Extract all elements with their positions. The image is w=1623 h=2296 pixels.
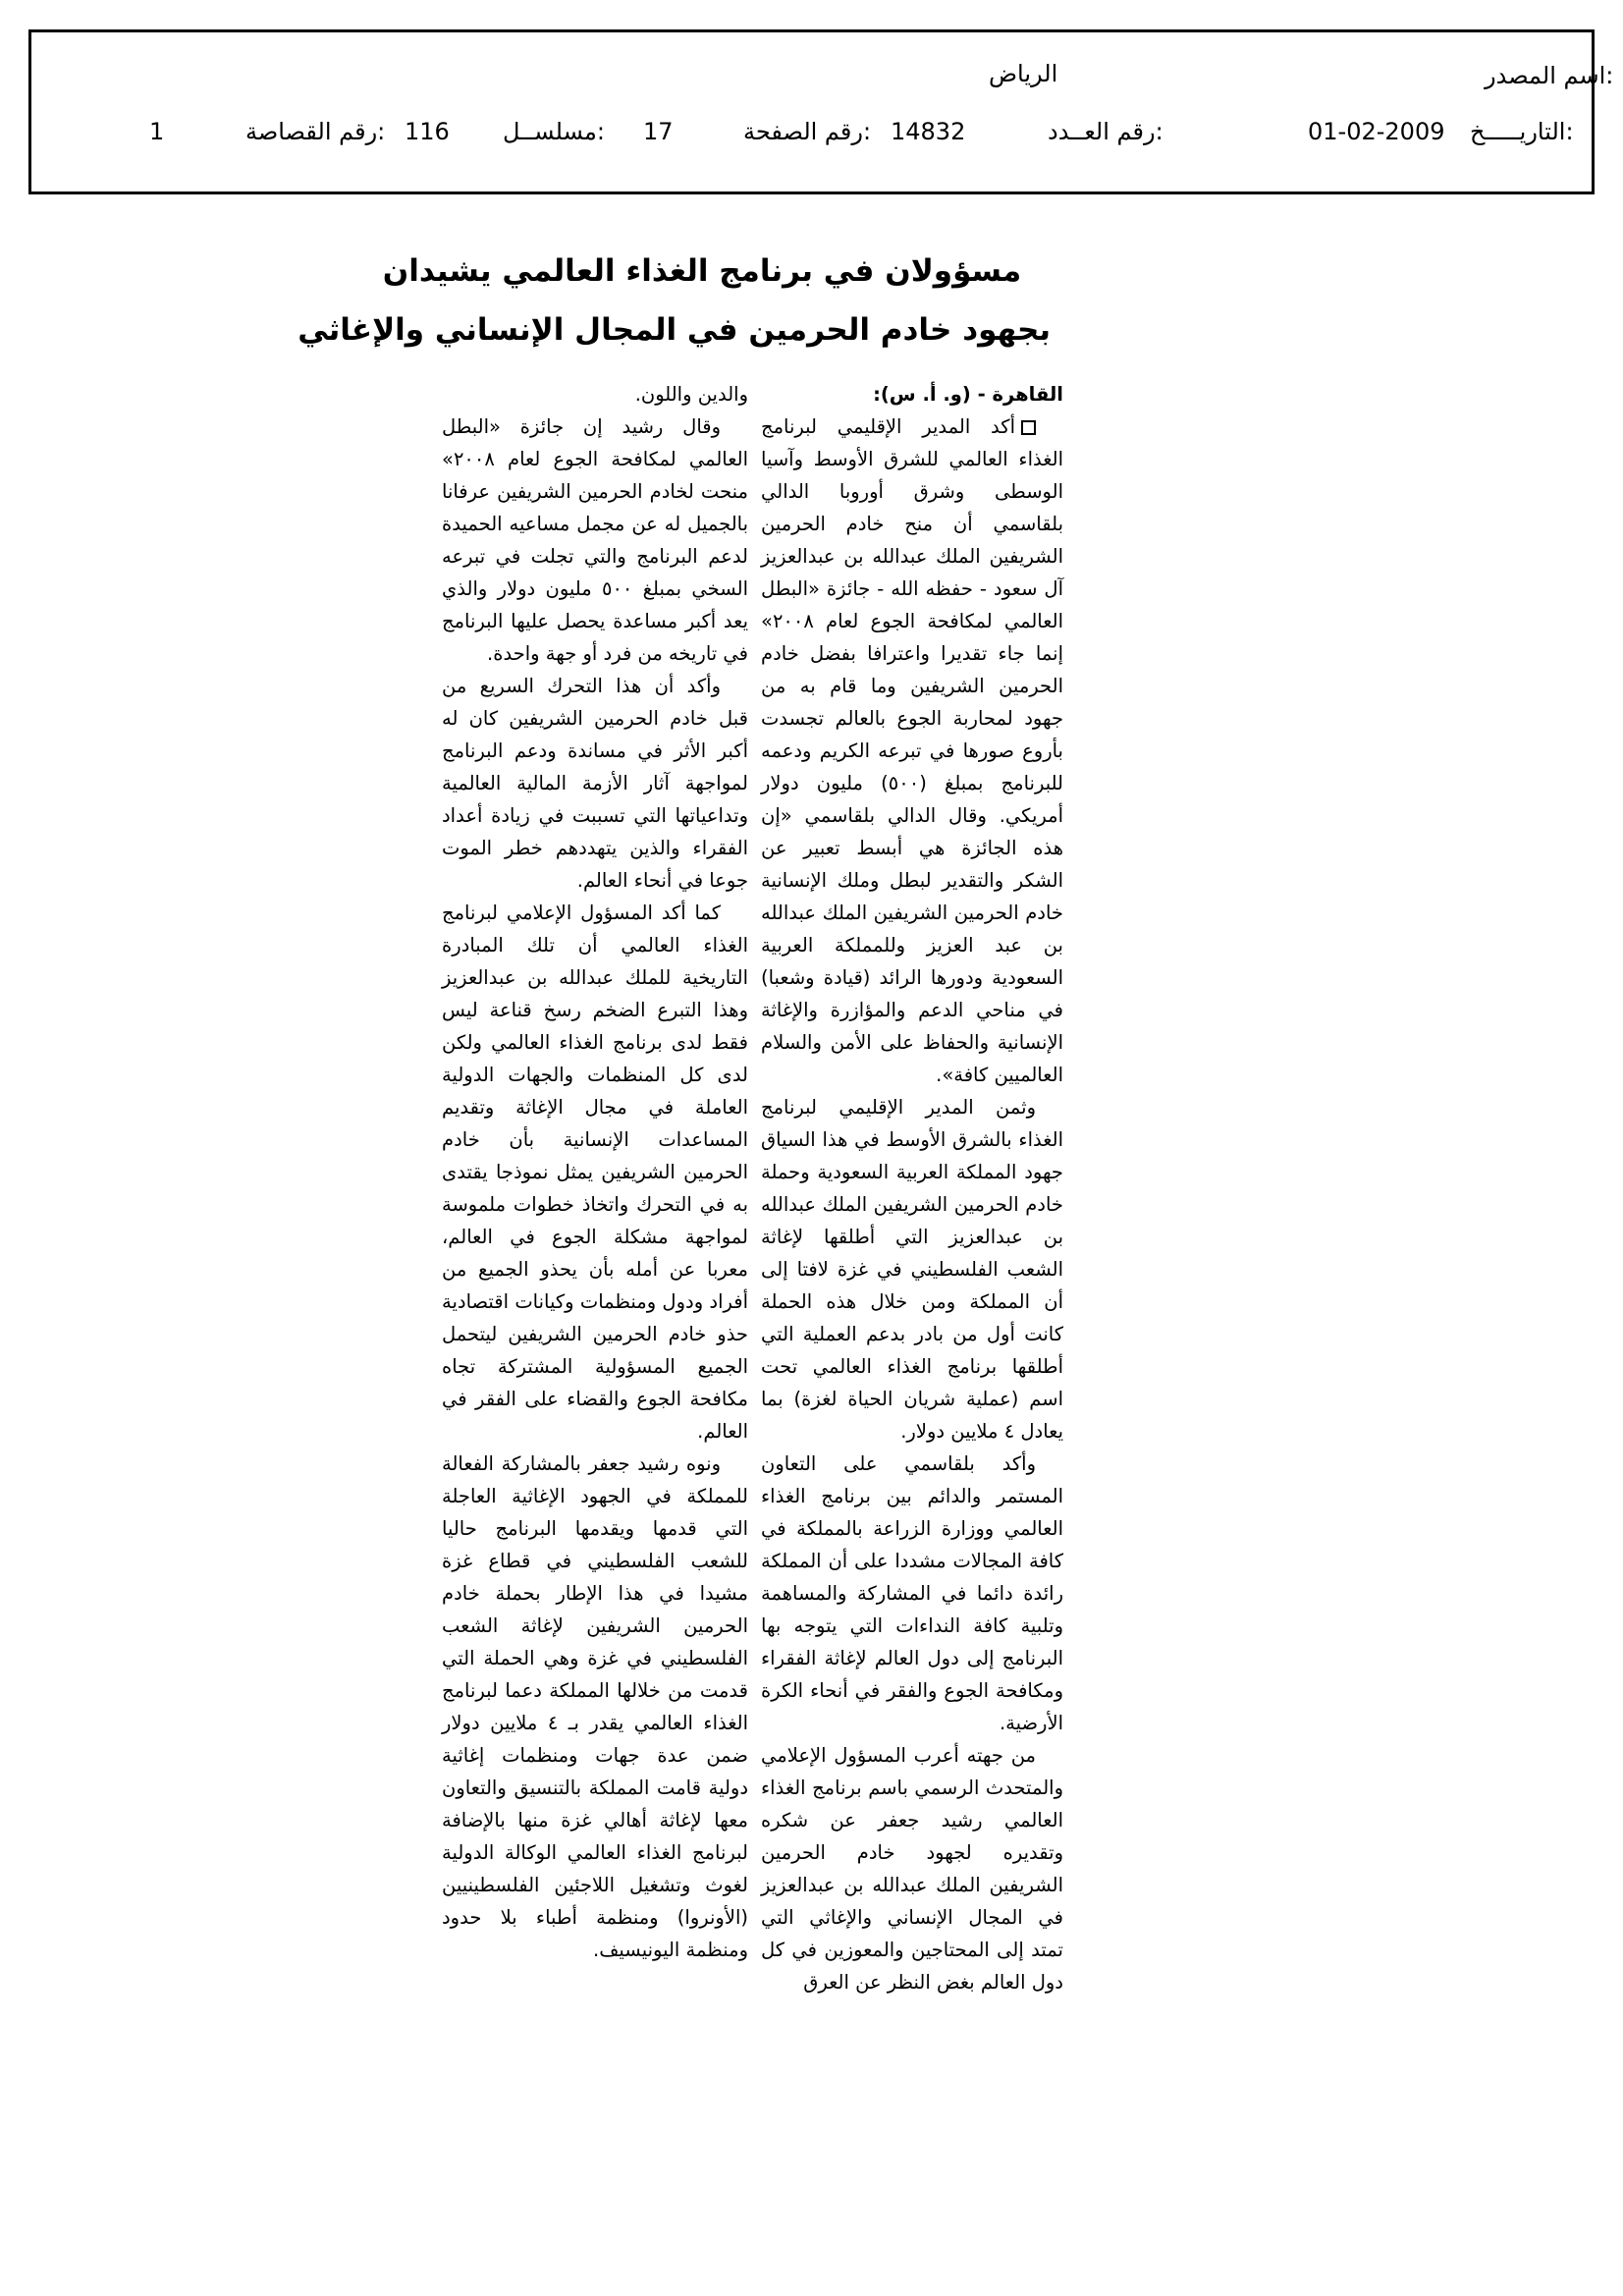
serial-value: 116 [405, 118, 450, 145]
paragraph: من جهته أعرب المسؤول الإعلامي والمتحدث الرسمي باسم برنامج الغذاء العالمي رشيد جعفر عن شكره وتقديره لجهود خادم الحرمين الشريفين الملك عبدالله بن عبدالعزيز في المجال الإنساني والإغاثي التي تمتد إلى المحتاجين والمعوزين في كل دول العالم بغض النظر عن العرق [761, 1744, 1063, 1994]
clipping-header-box [28, 29, 1614, 194]
issue-value: 14832 [891, 118, 966, 145]
source-value: الرياض [989, 60, 1058, 87]
paragraph: كما أكد المسؤول الإعلامي لبرنامج الغذاء العالمي أن تلك المبادرة التاريخية للملك عبدالله بن عبدالعزيز وهذا التبرع الضخم رسخ قناعة ليس فقط لدى برنامج الغذاء العالمي ولكن لدى كل المنظمات والجهات الدولية العاملة في مجال الإغاثة وتقديم المساعدات الإنسانية بأن خادم الحرمين الشريفين يمثل نموذجا يقتدى به في التحرك واتخاذ خطوات ملموسة لمواجهة مشكلة الجوع في العالم، معربا عن أمله بأن يحذو الجميع من أفراد ودول ومنظمات وكيانات اقتصادية حذو خادم الحرمين الشريفين ليتحمل الجميع المسؤولية المشتركة تجاه مكافحة الجوع والقضاء على الفقر في العالم. [442, 902, 748, 1443]
paragraph: ونوه رشيد جعفر بالمشاركة الفعالة للمملكة في الجهود الإغاثية العاجلة التي قدمها ويقدمها البرنامج حاليا للشعب الفلسطيني في قطاع غزة مشيدا في هذا الإطار بحملة خادم الحرمين الشريفين لإغاثة الشعب الفلسطيني في غزة وهي الحملة التي قدمت من خلالها المملكة دعما لبرنامج الغذاء العالمي يقدر بـ ٤ ملايين دولار ضمن عدة جهات ومنظمات إغاثية دولية قامت المملكة بالتنسيق والتعاون معها لإغاثة أهالي غزة منها بالإضافة لبرنامج الغذاء العالمي الوكالة الدولية لغوث وتشغيل اللاجئين الفلسطينيين (الأونروا) ومنظمة أطباء بلا حدود ومنظمة اليونيسيف. [442, 1452, 748, 1961]
headline-line-1: مسؤولان في برنامج الغذاء العالمي يشيدان [382, 253, 1022, 289]
dateline: القاهرة - (و. أ. س): [873, 383, 1063, 406]
article-column-right [761, 378, 1063, 1998]
paragraph: والدين واللون. [634, 383, 748, 406]
clipping-label: رقم القصاصة: [245, 118, 386, 145]
article-column-left [442, 378, 748, 1966]
paragraph: أكد المدير الإقليمي لبرنامج الغذاء العالمي للشرق الأوسط وآسيا الوسطى وشرق أوروبا الدالي بلقاسمي أن منح خادم الحرمين الشريفين الملك عبدالله بن عبدالعزيز آل سعود - حفظه الله - جائزة «البطل العالمي لمكافحة الجوع لعام ٢٠٠٨» إنما جاء تقديرا واعترافا بفضل خادم الحرمين الشريفين وما قام به من جهود لمحاربة الجوع بالعالم تجسدت بأروع صورها في تبرعه الكريم ودعمه للبرنامج بمبلغ (٥٠٠) مليون دولار أمريكي. وقال الدالي بلقاسمي «إن هذه الجائزة هي أبسط تعبير عن الشكر والتقدير لبطل وملك الإنسانية خادم الحرمين الشريفين الملك عبدالله بن عبد العزيز وللمملكة العربية السعودية ودورها الرائد (قيادة وشعبا) في مناحي الدعم والمؤازرة والإغاثة الإنسانية والحفاظ على الأمن والسلام العالميين كافة». [761, 415, 1063, 1086]
date-value: 01-02-2009 [1308, 118, 1445, 145]
serial-label: مسلســل: [503, 118, 605, 145]
paragraph: وأكد بلقاسمي على التعاون المستمر والدائم بين برنامج الغذاء العالمي ووزارة الزراعة بالمملكة في كافة المجالات مشددا على أن المملكة رائدة دائما في المشاركة والمساهمة وتلبية كافة النداءات التي يتوجه بها البرنامج إلى دول العالم لإغاثة الفقراء ومكافحة الجوع والفقر في أنحاء الكرة الأرضية. [761, 1452, 1063, 1734]
issue-label: رقم العــدد: [1048, 118, 1163, 145]
source-label: اسم المصدر: [1485, 62, 1614, 89]
page-value: 17 [643, 118, 674, 145]
page-label: رقم الصفحة: [743, 118, 872, 145]
headline-line-2: بجهود خادم الحرمين في المجال الإنساني والإغاثي [298, 312, 1051, 348]
date-label: التاريـــــخ: [1470, 118, 1574, 145]
square-bullet-icon [1021, 420, 1036, 435]
clipping-value: 1 [149, 118, 165, 145]
paragraph: وأكد أن هذا التحرك السريع من قبل خادم الحرمين الشريفين كان له أكبر الأثر في مساندة ودعم البرنامج لمواجهة آثار الأزمة المالية العالمية وتداعياتها التي تسببت في زيادة أعداد الفقراء والذين يتهددهم خطر الموت جوعا في أنحاء العالم. [442, 675, 748, 892]
paragraph: وقال رشيد إن جائزة «البطل العالمي لمكافحة الجوع لعام ٢٠٠٨» منحت لخادم الحرمين الشريفين عرفانا بالجميل له عن مجمل مساعيه الحميدة لدعم البرنامج والتي تجلت في تبرعه السخي بمبلغ ٥٠٠ مليون دولار والذي يعد أكبر مساعدة يحصل عليها البرنامج في تاريخه من فرد أو جهة واحدة. [442, 415, 748, 665]
paragraph: وثمن المدير الإقليمي لبرنامج الغذاء بالشرق الأوسط في هذا السياق جهود المملكة العربية السعودية وحملة خادم الحرمين الشريفين الملك عبدالله بن عبدالعزيز التي أطلقها لإغاثة الشعب الفلسطيني في غزة لافتا إلى أن المملكة ومن خلال هذه الحملة كانت أول من بادر بدعم العملية التي أطلقها برنامج الغذاء العالمي تحت اسم (عملية شريان الحياة لغزة) بما يعادل ٤ ملايين دولار. [761, 1096, 1063, 1443]
